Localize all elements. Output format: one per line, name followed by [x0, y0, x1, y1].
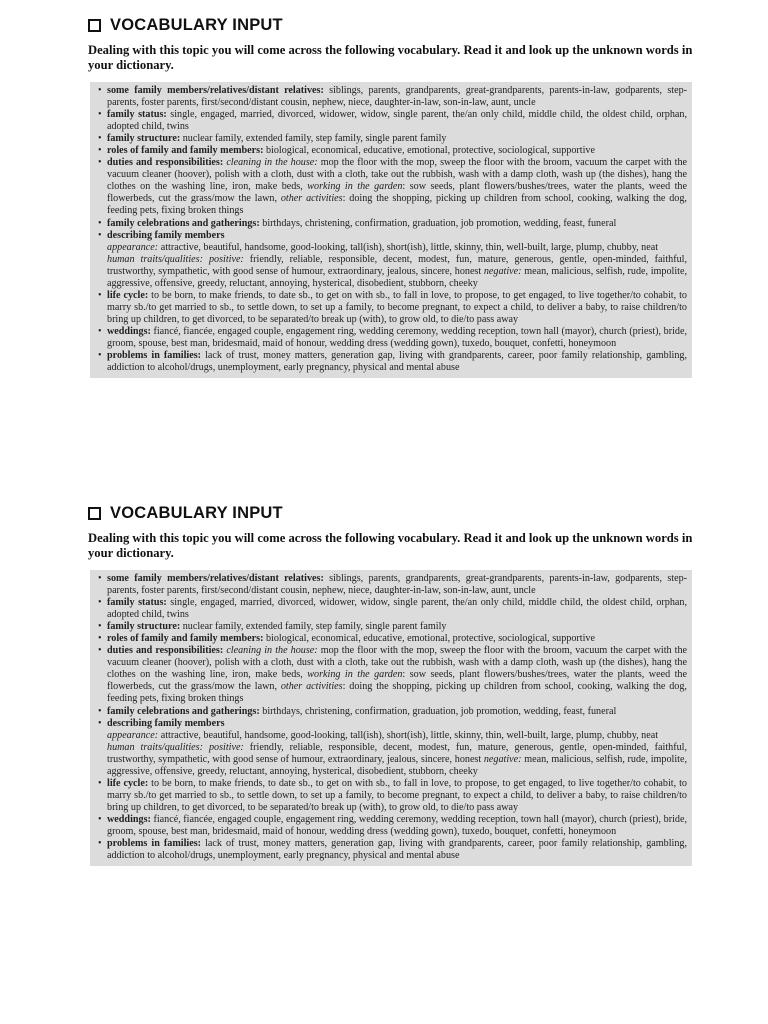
- item-text: attractive, beautiful, handsome, good-looking, tall(ish), short(ish), little, skinny, thin, well-built, large, plump, chubby, neat: [158, 729, 659, 741]
- item-text: birthdays, christening, confirmation, graduation, job promotion, wedding, feast, funeral: [259, 217, 617, 229]
- list-item-weddings: [98, 814, 687, 838]
- list-item-problems: [98, 838, 687, 862]
- item-sublabel: working in the garden: [307, 181, 403, 193]
- list-item-structure: [98, 621, 687, 633]
- list-item-life-cycle: [98, 778, 687, 814]
- item-text: : sow seeds, plant flowers/bushes/trees, water the plants, weed the flowerbeds, cut the grass/mow the lawn,: [107, 181, 687, 205]
- bullet-icon: •: [98, 133, 102, 145]
- bullet-icon: •: [98, 350, 102, 362]
- item-label: family status:: [107, 597, 167, 609]
- item-label: roles of family and family members:: [107, 633, 264, 645]
- item-sublabel: other activities: [280, 193, 343, 205]
- item-sublabel: cleaning in the house:: [226, 157, 318, 169]
- item-text: birthdays, christening, confirmation, graduation, job promotion, wedding, feast, funeral: [259, 705, 617, 717]
- item-text: mean, malicious, selfish, rude, impolite, aggressive, offensive, greedy, reluctant, annoying, hysterical, disobedient, stubborn, cheeky: [107, 753, 687, 777]
- item-text: siblings, parents, grandparents, great-grandparents, parents-in-law, godparents, step-parents, foster parents, first/second/distant cousin, nephew, niece, daughter-in-law, son-in-law, aunt, uncle: [107, 85, 688, 109]
- bullet-icon: •: [98, 145, 102, 157]
- list-item-roles: [98, 145, 687, 157]
- item-text: to be born, to make friends, to date sb., to get on with sb., to fall in love, to propose, to get engaged, to live together/to cohabit, to marry sb./to get married to sb., to settle down, to set up a family, to become pregnant, to expect a child, to deliver a baby, to raise children/to bring up children, to get divorced, to be separated/to break up (with), to grow old, to die/to pass away: [107, 777, 687, 813]
- item-text: attractive, beautiful, handsome, good-looking, tall(ish), short(ish), little, skinny, thin, well-built, large, plump, chubby, neat: [158, 241, 659, 253]
- list-item-roles: [98, 633, 687, 645]
- item-label: roles of family and family members:: [107, 145, 264, 157]
- item-text: friendly, reliable, responsible, decent, modest, fun, mature, generous, gentle, open-minded, faithful, trustworthy, sympathetic, with good sense of humour, extraordinary, jealous, sincere, honest: [107, 253, 687, 277]
- section-heading: VOCABULARY INPUT: [110, 503, 283, 522]
- bullet-icon: •: [98, 633, 102, 645]
- bullet-icon: •: [98, 705, 102, 717]
- item-label: describing family members: [107, 717, 225, 729]
- item-sublabel: cleaning in the house:: [226, 645, 318, 657]
- bullet-icon: •: [98, 573, 102, 584]
- item-text: biological, economical, educative, emotional, protective, sociological, supportive: [263, 633, 595, 645]
- item-text: to be born, to make friends, to date sb., to get on with sb., to fall in love, to propose, to get engaged, to live together/to cohabit, to marry sb./to get married to sb., to settle down, to set up a family, to become pregnant, to expect a child, to deliver a baby, to raise children/to bring up children, to get divorced, to be separated/to break up (with), to grow old, to die/to pass away: [107, 289, 687, 325]
- item-sublabel: appearance:: [107, 241, 159, 253]
- item-label: family status:: [107, 109, 167, 121]
- item-label: describing family members: [107, 229, 225, 241]
- item-text: fiancé, fiancée, engaged couple, engagement ring, wedding ceremony, wedding reception, town hall (mayor), church (priest), bride, groom, spouse, best man, bridesmaid, maid of honour, wedding dress (wedding gown), tuxedo, bouquet, confetti, honeymoon: [107, 813, 687, 837]
- item-sublabel: working in the garden: [307, 669, 403, 681]
- bullet-icon: •: [98, 85, 102, 96]
- list-item-status: [98, 597, 687, 621]
- vocabulary-box: [90, 82, 692, 378]
- item-text: fiancé, fiancée, engaged couple, engagement ring, wedding ceremony, wedding reception, town hall (mayor), church (priest), bride, groom, spouse, best man, bridesmaid, maid of honour, wedding dress (wedding gown), tuxedo, bouquet, confetti, honeymoon: [107, 325, 687, 349]
- list-item-celebrations: [98, 706, 687, 718]
- item-label: problems in families:: [107, 838, 202, 850]
- item-text: : doing the shopping, picking up children from school, cooking, walking the dog, feeding pets, fixing broken things: [107, 193, 687, 217]
- section-heading: VOCABULARY INPUT: [110, 15, 283, 34]
- item-label: family celebrations and gatherings:: [107, 705, 260, 717]
- item-sublabel: human traits/qualities: positive:: [107, 253, 244, 265]
- vocabulary-section-bottom: [0, 500, 768, 866]
- item-label: duties and responsibilities:: [107, 157, 224, 169]
- item-text: mop the floor with the mop, sweep the floor with the broom, vacuum the carpet with the vacuum cleaner (hoover), polish with a cloth, dust with a cloth, take out the rubbish, wash with a damp cloth, wash up (the dishes), hang the clothes on the washing line, iron, make beds,: [107, 645, 688, 681]
- item-text: lack of trust, money matters, generation gap, living with grandparents, career, poor family relationship, gambling, addiction to alcohol/drugs, unemployment, early pregnancy, physical and mental abuse: [107, 838, 688, 862]
- list-item-life-cycle: [98, 290, 687, 326]
- item-label: weddings:: [107, 325, 151, 337]
- intro-instruction: Dealing with this topic you will come across the following vocabulary. Read it and look up the unknown words in your dictionary.: [88, 531, 693, 560]
- intro-instruction: Dealing with this topic you will come across the following vocabulary. Read it and look up the unknown words in your dictionary.: [88, 43, 693, 72]
- item-text: biological, economical, educative, emotional, protective, sociological, supportive: [263, 145, 595, 157]
- bullet-icon: •: [98, 813, 102, 825]
- item-text: single, engaged, married, divorced, widower, widow, single parent, the/an only child, middle child, the oldest child, orphan, adopted child, twins: [107, 109, 688, 133]
- list-item-duties: [98, 157, 687, 217]
- checkbox-square-icon: [88, 19, 101, 32]
- bullet-icon: •: [98, 109, 102, 121]
- checkbox-square-icon: [88, 507, 101, 520]
- bullet-icon: •: [98, 645, 102, 657]
- item-sublabel: negative:: [483, 265, 522, 277]
- item-text: nuclear family, extended family, step family, single parent family: [180, 621, 447, 633]
- bullet-icon: •: [98, 717, 102, 729]
- item-label: some family members/relatives/distant relatives:: [107, 573, 324, 584]
- item-text: mean, malicious, selfish, rude, impolite, aggressive, offensive, greedy, reluctant, annoying, hysterical, disobedient, stubborn, cheeky: [107, 265, 687, 289]
- bullet-icon: •: [98, 621, 102, 633]
- list-item-describing: [98, 230, 687, 290]
- list-item-members: [98, 573, 687, 597]
- item-sublabel: appearance:: [107, 729, 159, 741]
- item-label: family structure:: [107, 621, 181, 633]
- item-text: single, engaged, married, divorced, widower, widow, single parent, the/an only child, middle child, the oldest child, orphan, adopted child, twins: [107, 597, 688, 621]
- list-item-describing: [98, 718, 687, 778]
- item-text: lack of trust, money matters, generation gap, living with grandparents, career, poor family relationship, gambling, addiction to alcohol/drugs, unemployment, early pregnancy, physical and mental abuse: [107, 350, 688, 374]
- item-label: duties and responsibilities:: [107, 645, 224, 657]
- item-sublabel: human traits/qualities: positive:: [107, 741, 244, 753]
- item-label: family structure:: [107, 133, 181, 145]
- item-text: : doing the shopping, picking up children from school, cooking, walking the dog, feeding pets, fixing broken things: [107, 681, 687, 705]
- bullet-icon: •: [98, 217, 102, 229]
- heading-row: [88, 500, 768, 526]
- list-item-duties: [98, 645, 687, 705]
- item-label: family celebrations and gatherings:: [107, 217, 260, 229]
- bullet-icon: •: [98, 325, 102, 337]
- bullet-icon: •: [98, 597, 102, 609]
- vocabulary-section-top: [0, 12, 768, 378]
- list-item-celebrations: [98, 218, 687, 230]
- bullet-icon: •: [98, 157, 102, 169]
- list-item-status: [98, 109, 687, 133]
- list-item-problems: [98, 350, 687, 374]
- bullet-icon: •: [98, 289, 102, 301]
- item-text: nuclear family, extended family, step family, single parent family: [180, 133, 447, 145]
- list-item-members: [98, 85, 687, 109]
- item-label: some family members/relatives/distant relatives:: [107, 85, 324, 96]
- item-text: : sow seeds, plant flowers/bushes/trees, water the plants, weed the flowerbeds, cut the grass/mow the lawn,: [107, 669, 687, 693]
- item-label: problems in families:: [107, 350, 202, 362]
- item-label: weddings:: [107, 813, 151, 825]
- bullet-icon: •: [98, 229, 102, 241]
- item-text: mop the floor with the mop, sweep the floor with the broom, vacuum the carpet with the vacuum cleaner (hoover), polish with a cloth, dust with a cloth, take out the rubbish, wash with a damp cloth, wash up (the dishes), hang the clothes on the washing line, iron, make beds,: [107, 157, 688, 193]
- list-item-structure: [98, 133, 687, 145]
- heading-row: [88, 12, 768, 38]
- list-item-weddings: [98, 326, 687, 350]
- bullet-icon: •: [98, 777, 102, 789]
- bullet-icon: •: [98, 838, 102, 850]
- item-text: friendly, reliable, responsible, decent, modest, fun, mature, generous, gentle, open-minded, faithful, trustworthy, sympathetic, with good sense of humour, extraordinary, jealous, sincere, honest: [107, 741, 687, 765]
- item-text: siblings, parents, grandparents, great-grandparents, parents-in-law, godparents, step-parents, foster parents, first/second/distant cousin, nephew, niece, daughter-in-law, son-in-law, aunt, uncle: [107, 573, 688, 597]
- vocabulary-box: [90, 570, 692, 866]
- item-label: life cycle:: [107, 777, 149, 789]
- item-label: life cycle:: [107, 289, 149, 301]
- item-sublabel: negative:: [483, 753, 522, 765]
- item-sublabel: other activities: [280, 681, 343, 693]
